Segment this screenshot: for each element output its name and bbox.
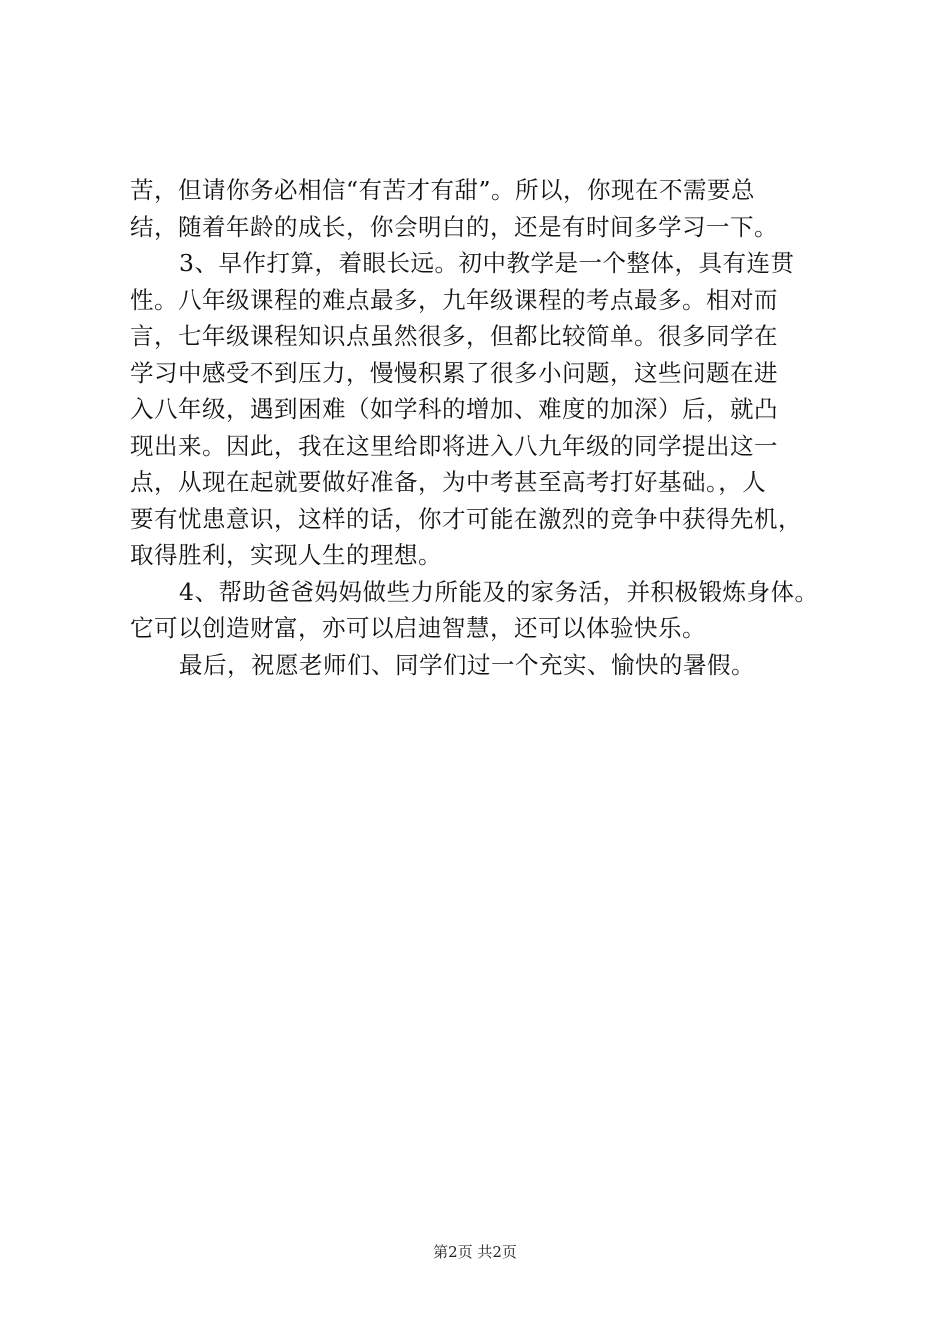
text-line: 苦，但请你务必相信“有苦才有甜”。所以，你现在不需要总: [130, 176, 756, 204]
text-line: 结，随着年龄的成长，你会明白的，还是有时间多学习一下。: [130, 212, 778, 241]
text-line: 它可以创造财富，亦可以启迪智慧，还可以体验快乐。: [130, 614, 706, 642]
text-line: 学习中感受不到压力，慢慢积累了很多小问题，这些问题在进: [130, 358, 778, 387]
page-footer: 第2页 共2页: [433, 1243, 517, 1261]
body-text: [130, 172, 850, 683]
text-line: 取得胜利，实现人生的理想。: [130, 541, 442, 569]
text-line: 要有忧患意识，这样的话，你才可能在激烈的竞争中获得先机，: [130, 504, 802, 533]
text-line: 现出来。因此，我在这里给即将进入八九年级的同学提出这一: [130, 431, 778, 460]
paragraph-start-line: 3、早作打算，着眼长远。初中教学是一个整体，具有连贯: [179, 249, 795, 277]
text-line: 言，七年级课程知识点虽然很多，但都比较简单。很多同学在: [130, 322, 778, 350]
text-line: 性。八年级课程的难点最多，九年级课程的考点最多。相对而: [130, 285, 778, 314]
paragraph-start-line: 最后，祝愿老师们、同学们过一个充实、愉快的暑假。: [179, 650, 755, 679]
text-line: 入八年级，遇到困难（如学科的增加、难度的加深）后，就凸: [130, 395, 778, 423]
paragraph-start-line: 4、帮助爸爸妈妈做些力所能及的家务活，并积极锻炼身体。: [179, 577, 819, 606]
text-line: 点，从现在起就要做好准备，为中考甚至高考打好基础。，人: [130, 468, 767, 496]
